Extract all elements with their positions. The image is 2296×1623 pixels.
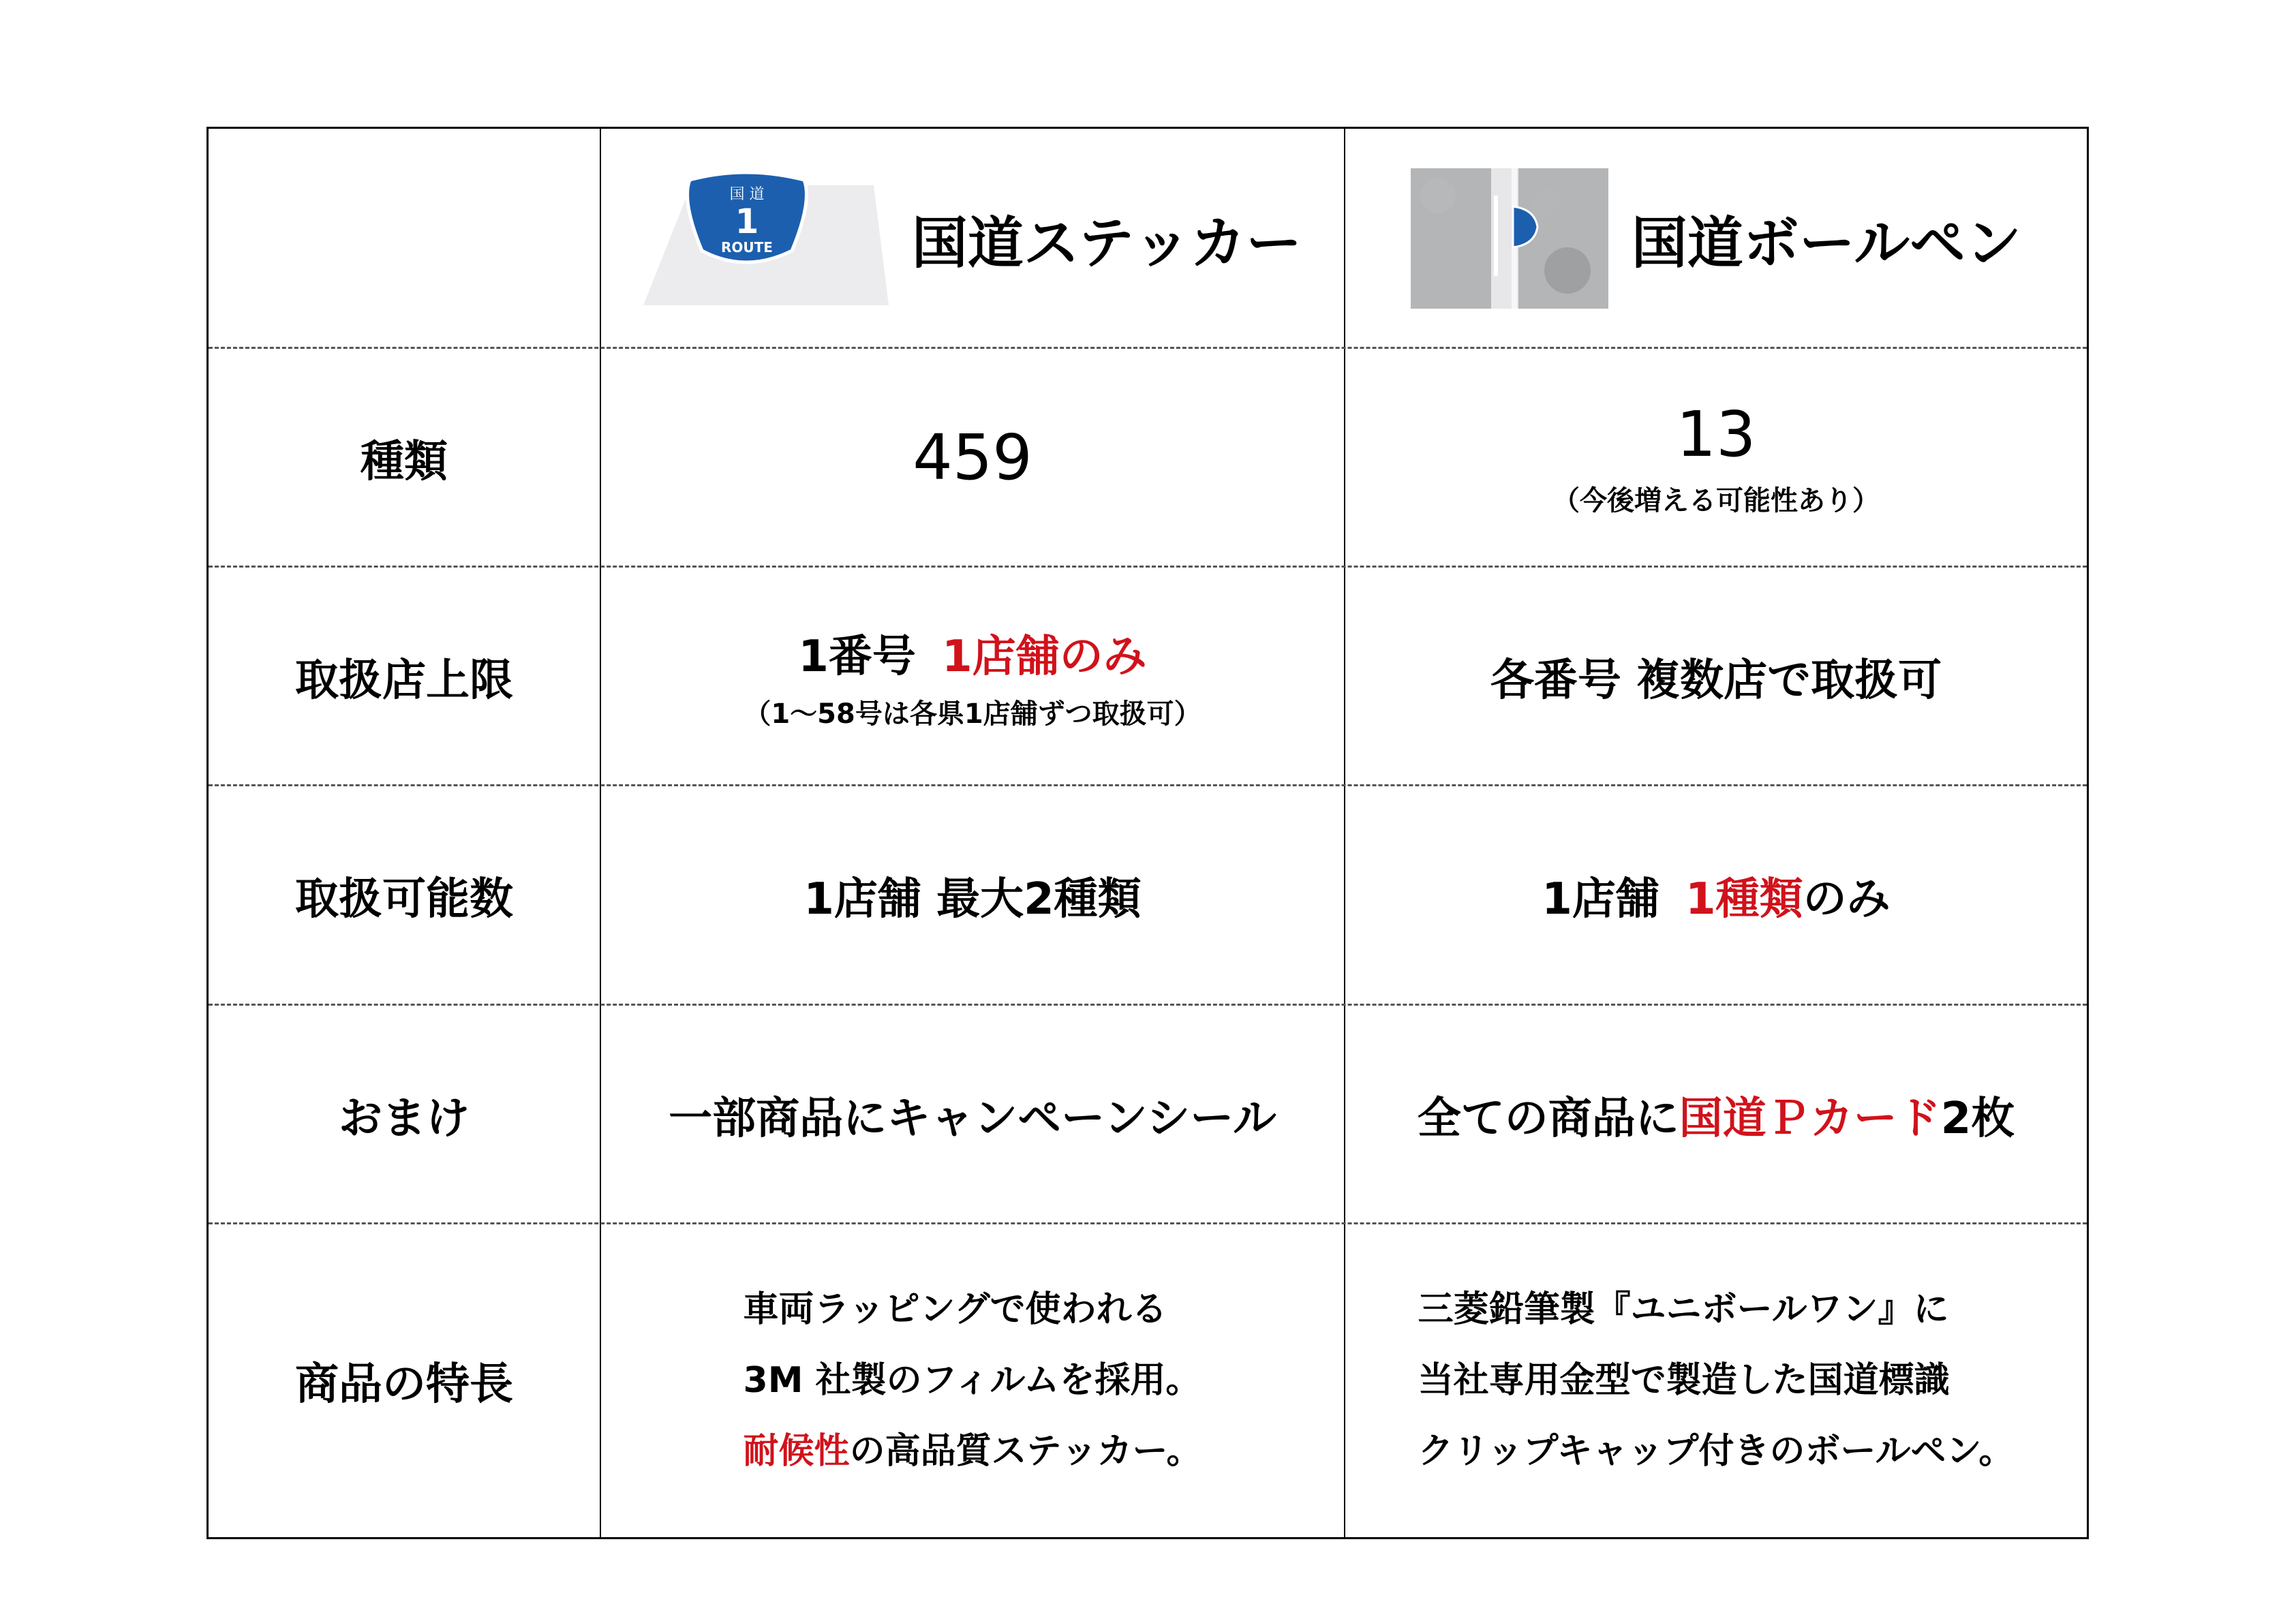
features-sticker-line <box>744 1416 1202 1487</box>
comparison-table <box>206 127 2089 1539</box>
shop-limit-sticker-highlight: 1店舗のみ <box>942 632 1147 682</box>
shop-limit-sticker-text: 1番号 <box>798 632 916 682</box>
bonus-pen-suffix: 2枚 <box>1940 1093 2015 1144</box>
header-empty-cell <box>209 129 600 348</box>
bonus-pen-highlight: 国道Ｐカード <box>1679 1093 1941 1144</box>
types-sticker-cell <box>601 348 1344 567</box>
features-sticker-line: 3M 社製のフィルムを採用。 <box>743 1360 1201 1401</box>
features-sticker-line: 車両ラッピングで使われる <box>743 1289 1167 1330</box>
sticker-title: 国道ステッカー <box>911 211 1302 276</box>
features-sticker-cell <box>601 1224 1344 1537</box>
sticker-type-count: 459 <box>913 421 1032 494</box>
count-pen-cell <box>1345 786 2087 1005</box>
features-label-cell <box>209 1224 600 1537</box>
sign-number-text: 1 <box>735 202 759 241</box>
count-pen-value <box>1542 864 1890 927</box>
bonus-pen-prefix: 全ての商品に <box>1417 1093 1679 1144</box>
sticker-image <box>643 170 889 307</box>
features-pen-line: クリップキャップ付きのボールペン。 <box>1418 1431 2015 1472</box>
bonus-pen-cell <box>1345 1005 2087 1224</box>
bonus-label-cell <box>209 1005 600 1224</box>
features-sticker-text <box>744 1274 1202 1487</box>
count-sticker-value: 1店舗 最大2種類 <box>803 874 1142 925</box>
features-pen-text <box>1418 1274 2015 1487</box>
pen-type-note: （今後増える可能性あり） <box>1552 484 1880 516</box>
bonus-pen-value <box>1418 1083 2015 1146</box>
shop-limit-label-cell <box>209 567 600 786</box>
count-label: 取扱可能数 <box>295 874 513 925</box>
pen-image <box>1411 168 1608 309</box>
bonus-sticker-value: 一部商品にキャンペーンシール <box>669 1093 1276 1144</box>
count-pen-suffix: のみ <box>1803 874 1891 925</box>
bonus-sticker-cell <box>601 1005 1344 1224</box>
types-pen-cell <box>1345 348 2087 567</box>
count-pen-prefix: 1店舗 <box>1542 874 1659 925</box>
types-label: 種類 <box>361 436 448 487</box>
header-pen-cell <box>1345 129 2087 348</box>
count-pen-highlight: 1種類 <box>1685 874 1803 925</box>
shop-limit-sticker-note: （1～58号は各県1店舗ずつ取扱可） <box>744 698 1201 730</box>
count-label-cell <box>209 786 600 1005</box>
shop-limit-sticker-cell <box>601 567 1344 786</box>
sign-top-text: 国 道 <box>729 186 765 203</box>
shop-limit-pen-cell <box>1345 567 2087 786</box>
features-pen-line: 当社専用金型で製造した国道標識 <box>1418 1360 1950 1401</box>
pen-title: 国道ボールペン <box>1631 211 2022 276</box>
bonus-label: おまけ <box>339 1093 470 1144</box>
features-label: 商品の特長 <box>295 1359 513 1410</box>
features-sticker-line-rest: の高品質ステッカー。 <box>849 1431 1202 1472</box>
features-pen-line: 三菱鉛筆製『ユニボールワン』に <box>1418 1289 1949 1330</box>
pen-type-count: 13 <box>1676 397 1756 471</box>
shop-limit-label: 取扱店上限 <box>295 655 513 706</box>
sign-bottom-text: ROUTE <box>720 239 773 256</box>
types-label-cell <box>209 348 600 567</box>
shop-limit-sticker-main <box>798 621 1146 684</box>
header-sticker-cell <box>601 129 1344 348</box>
features-sticker-highlight: 耐候性 <box>743 1431 850 1472</box>
count-sticker-cell <box>601 786 1344 1005</box>
shop-limit-pen-value: 各番号 複数店で取扱可 <box>1490 655 1942 706</box>
features-pen-cell <box>1345 1224 2087 1537</box>
